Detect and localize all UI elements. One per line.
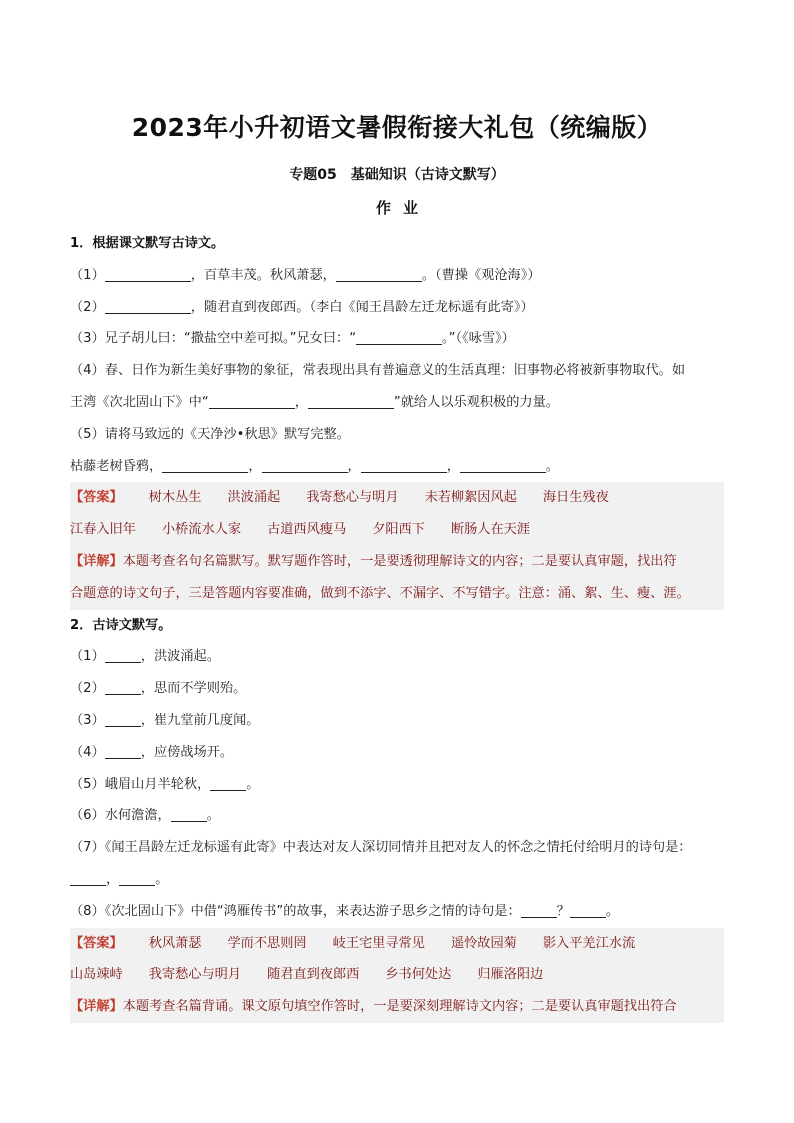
question-1-answer-row-2 bbox=[70, 514, 724, 546]
answer-blank[interactable] bbox=[105, 299, 191, 314]
question-2-item-7-line-1: （7）《闻王昌龄左迁龙标遥有此寄》中表达对友人深切同情并且把对友人的怀念之情托付给明月的诗句是： bbox=[70, 840, 692, 856]
answer-blank[interactable] bbox=[105, 712, 141, 727]
answer-item: 我寄愁心与明月 bbox=[306, 490, 399, 506]
answer-item: 乡书何处达 bbox=[385, 967, 452, 983]
answer-item: 归雁洛阳边 bbox=[477, 967, 544, 983]
answer-blank[interactable] bbox=[105, 648, 141, 663]
answer-blank[interactable] bbox=[119, 871, 155, 886]
answer-blank[interactable] bbox=[308, 394, 394, 409]
answer-item: 断肠人在天涯 bbox=[450, 522, 531, 538]
question-2-item-5: （5）峨眉山月半轮秋， 。 bbox=[70, 776, 260, 792]
answer-blank[interactable] bbox=[521, 903, 557, 918]
question-1-item-5-poem: 枯藤老树昏鸦， ， ， ， 。 bbox=[70, 458, 560, 474]
answer-blank[interactable] bbox=[570, 903, 606, 918]
answer-blank[interactable] bbox=[210, 776, 246, 791]
question-1-item-1: （1） ，百草丰茂。秋风萧瑟， 。（曹操《观沧海》） bbox=[70, 267, 541, 283]
detail-tag: 【详解】 bbox=[70, 553, 123, 569]
answer-item: 江春入旧年 bbox=[70, 522, 136, 538]
question-1-detail-line-1: 【详解】本题考查名句名篇默写。默写题作答时，一是要透彻理解诗文的内容；二是要认真审题，找出符 bbox=[70, 546, 724, 578]
question-1-item-4-line-1: （4）春、日作为新生美好事物的象征，常表现出具有普遍意义的生活真理：旧事物必将被新事物取代。如 bbox=[70, 363, 686, 379]
question-1-answer-row-1 bbox=[70, 482, 724, 514]
answer-item: 古道西风瘦马 bbox=[267, 522, 347, 538]
question-2-item-2: （2） ，思而不学则殆。 bbox=[70, 681, 247, 697]
answer-tag: 【答案】 bbox=[70, 490, 123, 506]
answer-blank[interactable] bbox=[209, 394, 295, 409]
answer-item: 山岛竦峙 bbox=[70, 967, 123, 983]
answer-blank[interactable] bbox=[171, 807, 207, 822]
question-1-item-3: （3）兄子胡儿曰：“撒盐空中差可拟。”兄女曰：“ 。”（《咏雪》） bbox=[70, 331, 515, 347]
page-subtitle: 专题05 基础知识（古诗文默写） bbox=[289, 167, 505, 183]
page-title: 2023年小升初语文暑假衔接大礼包（统编版） bbox=[131, 113, 663, 142]
answer-blank[interactable] bbox=[356, 330, 442, 345]
question-2-item-7-line-2: ， 。 bbox=[70, 864, 724, 896]
answer-item: 洪波涌起 bbox=[227, 490, 281, 506]
answer-blank[interactable] bbox=[460, 458, 546, 473]
answer-item: 岐王宅里寻常见 bbox=[332, 935, 425, 951]
question-1-detail-line-2: 合题意的诗文句子，三是答题内容要准确，做到不添字、不漏字、不写错字。注意：涌、絮、生、瘦、涯。 bbox=[70, 578, 724, 610]
question-1-item-4-line-2: 王湾《次北固山下》中“ ， ”就给人以乐观积极的力量。 bbox=[70, 394, 559, 410]
document-body bbox=[70, 228, 724, 1023]
answer-blank[interactable] bbox=[105, 267, 191, 282]
section-heading: 作业 bbox=[375, 199, 430, 217]
question-2-item-6: （6）水何澹澹， 。 bbox=[70, 808, 220, 824]
answer-blank[interactable] bbox=[70, 871, 106, 886]
answer-item: 海日生残夜 bbox=[542, 490, 609, 506]
question-2-item-3: （3） ，崔九堂前几度闻。 bbox=[70, 712, 260, 728]
answer-item: 随君直到夜郎西 bbox=[267, 967, 360, 983]
answer-item: 遥怜故园菊 bbox=[450, 935, 517, 951]
answer-blank[interactable] bbox=[162, 458, 248, 473]
question-2-stem: 2．古诗文默写。 bbox=[70, 617, 172, 633]
question-2-answer-row-1 bbox=[70, 928, 724, 960]
answer-blank[interactable] bbox=[361, 458, 447, 473]
question-2-item-8: （8）《次北固山下》中借“鸿雁传书”的故事，来表达游子思乡之情的诗句是： ？ 。 bbox=[70, 903, 620, 919]
answer-item: 树木丛生 bbox=[148, 490, 202, 506]
question-2-detail-line-1: 【详解】本题考查名篇背诵。课文原句填空作答时，一是要深刻理解诗文内容；二是要认真审题找出符合 bbox=[70, 991, 724, 1023]
answer-item: 我寄愁心与明月 bbox=[148, 967, 242, 983]
question-2-answer-row-2 bbox=[70, 959, 724, 991]
answer-blank[interactable] bbox=[262, 458, 348, 473]
answer-item: 小桥流水人家 bbox=[161, 522, 242, 538]
question-2-item-4: （4） ，应傍战场开。 bbox=[70, 744, 234, 760]
question-2-item-1: （1） ，洪波涌起。 bbox=[70, 649, 220, 665]
answer-item: 未若柳絮因风起 bbox=[424, 490, 517, 506]
answer-item: 学而不思则罔 bbox=[227, 935, 307, 951]
answer-blank[interactable] bbox=[105, 744, 141, 759]
question-1-stem: 1．根据课文默写古诗文。 bbox=[70, 236, 225, 251]
detail-tag: 【详解】 bbox=[70, 999, 123, 1015]
answer-item: 影入平羌江水流 bbox=[542, 935, 636, 951]
answer-item: 夕阳西下 bbox=[372, 522, 425, 538]
answer-tag: 【答案】 bbox=[70, 935, 123, 951]
answer-blank[interactable] bbox=[105, 680, 141, 695]
answer-blank[interactable] bbox=[336, 267, 422, 282]
question-1-item-5: （5）请将马致远的《天净沙•秋思》默写完整。 bbox=[70, 426, 350, 442]
question-1-item-2: （2） ，随君直到夜郎西。（李白《闻王昌龄左迁龙标遥有此寄》） bbox=[70, 299, 534, 315]
answer-item: 秋风萧瑟 bbox=[148, 935, 202, 951]
